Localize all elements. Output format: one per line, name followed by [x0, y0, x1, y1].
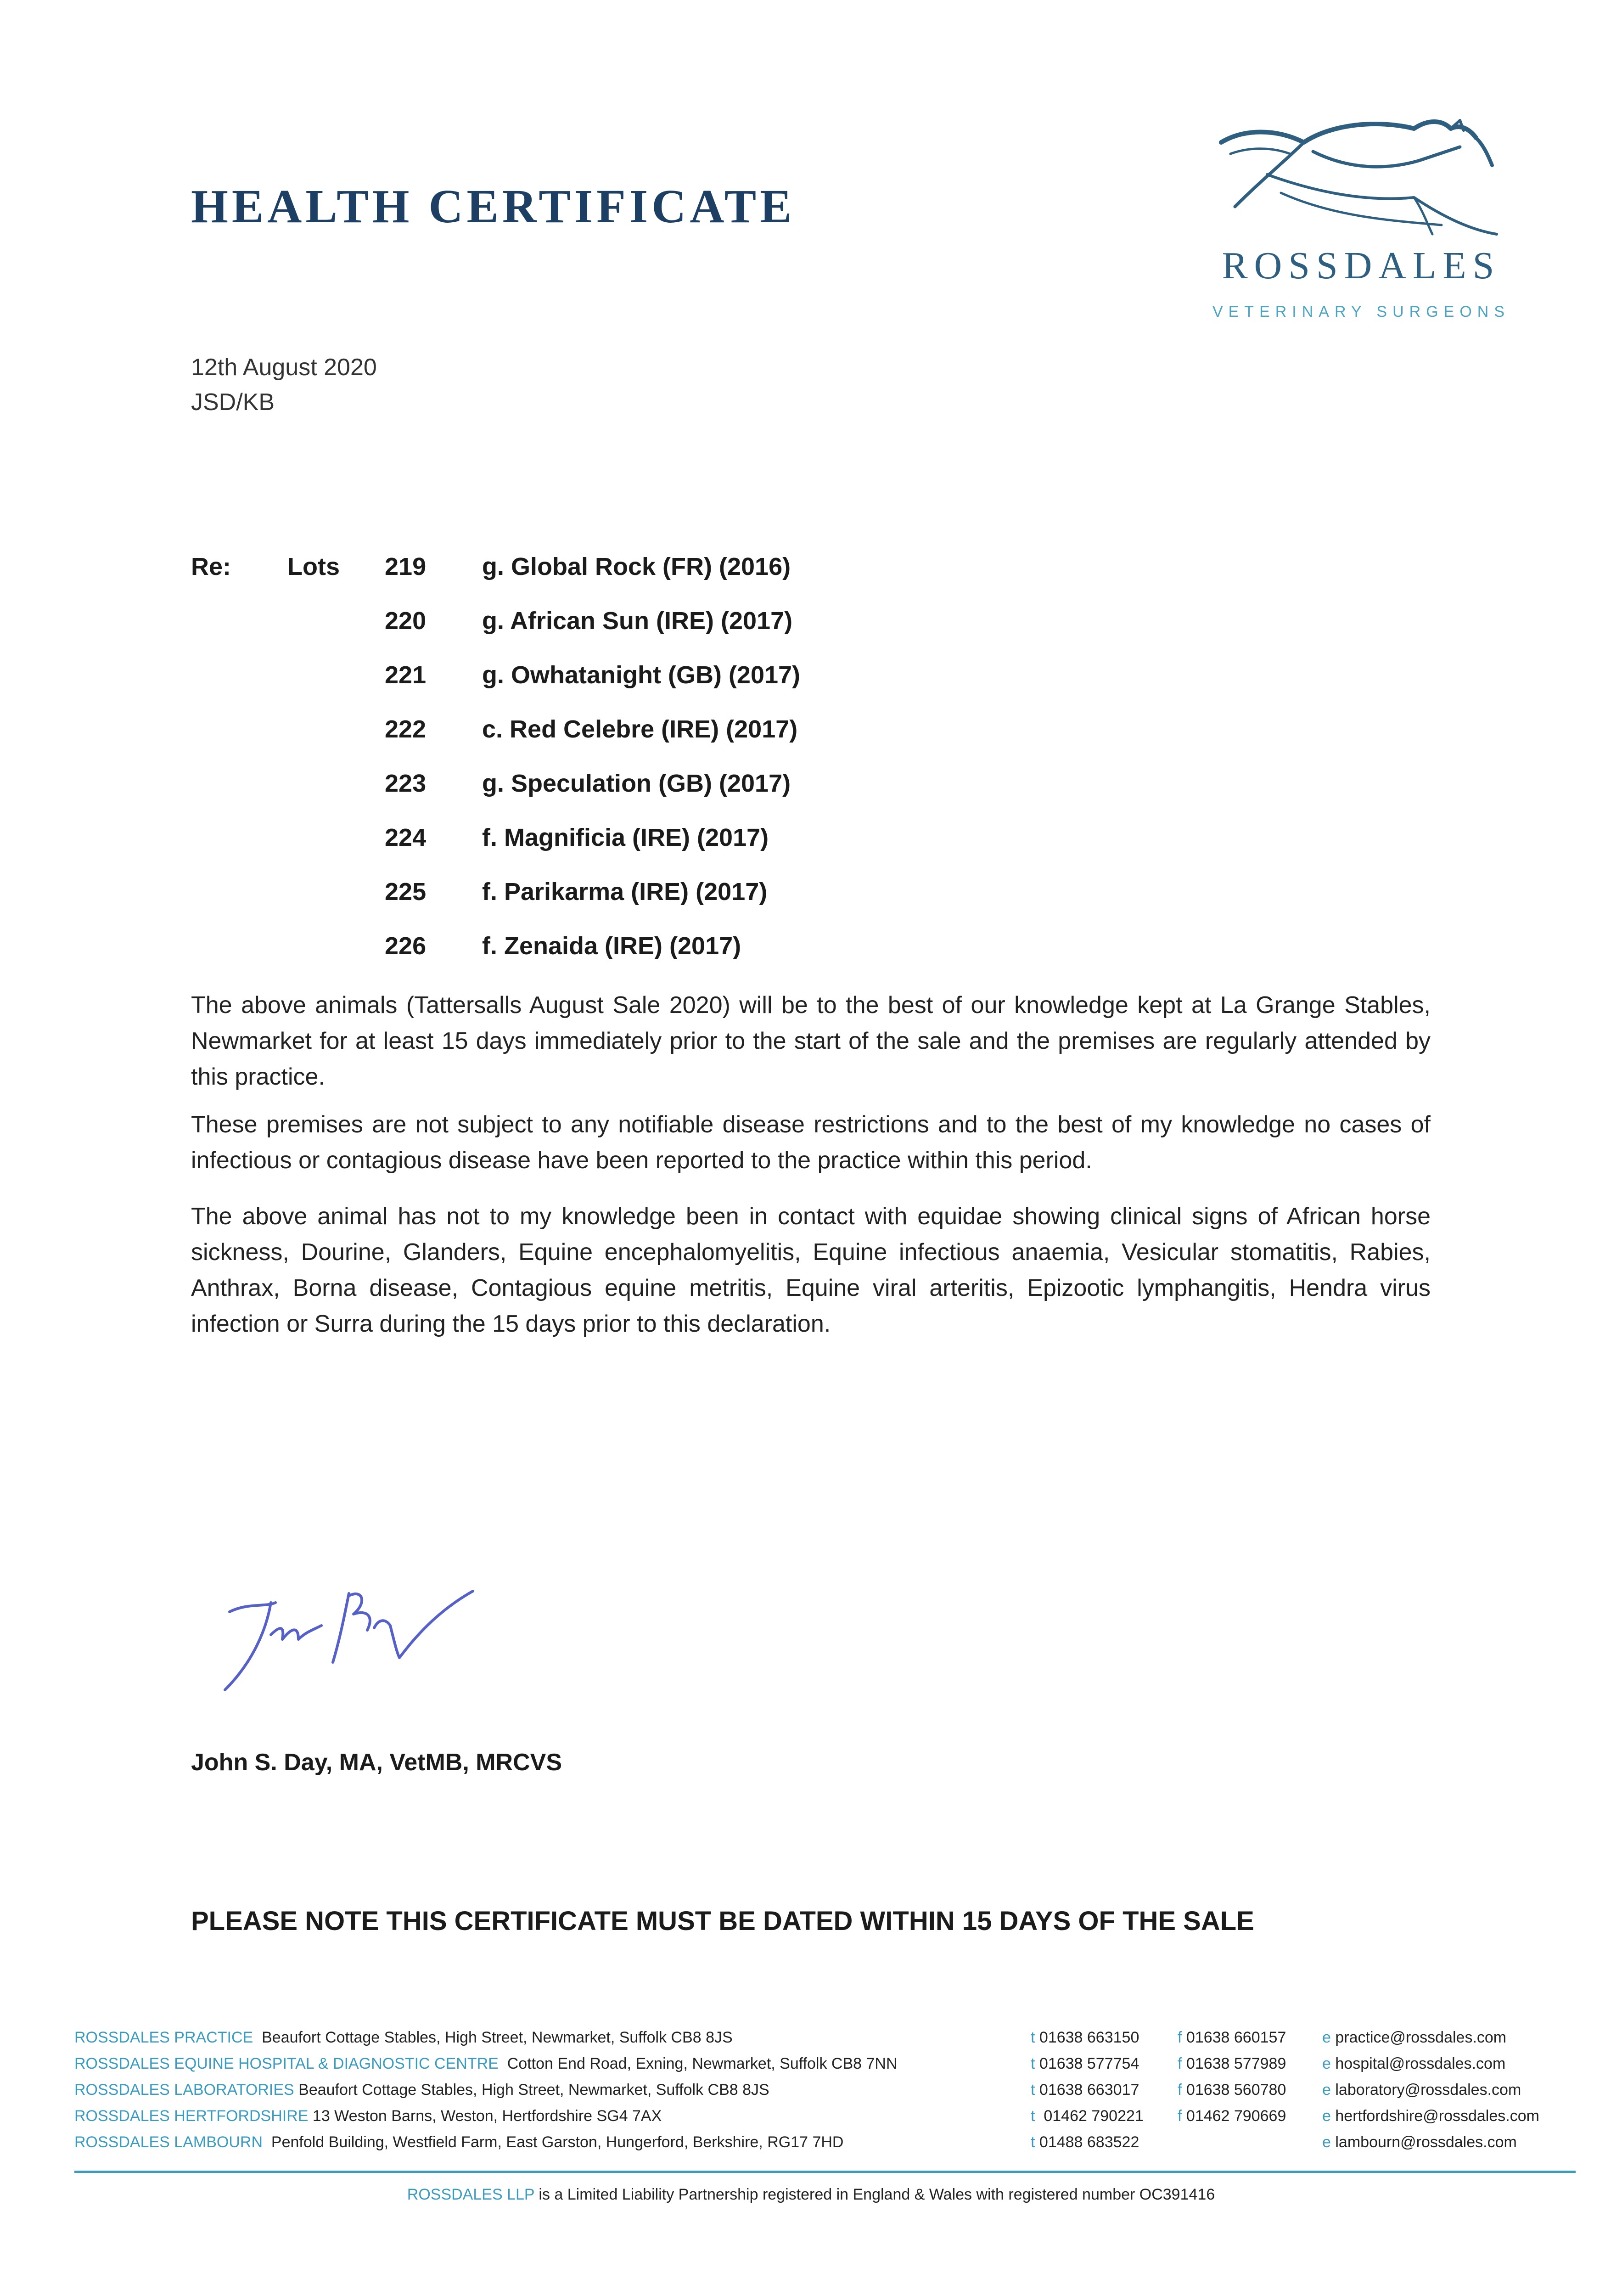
re-label: Re:	[191, 553, 231, 580]
office-address: Beaufort Cottage Stables, High Street, Newmarket, Suffolk CB8 8JS	[298, 2081, 769, 2099]
document-date: 12th August 2020	[191, 354, 377, 381]
office-tel: 01462 790221	[1044, 2107, 1144, 2125]
lot-number: 223	[385, 770, 427, 797]
office-email-link[interactable]: lambourn@rossdales.com	[1335, 2133, 1517, 2151]
lot-description: f. Zenaida (IRE) (2017)	[482, 932, 741, 960]
office-fax: 01638 577989	[1186, 2055, 1286, 2072]
body-paragraph: These premises are not subject to any notifiable disease restrictions and to the best of my knowledge no cases of infectious or contagious disease have been reported to the practice within this period.	[191, 1111, 1431, 1174]
lot-description: c. Red Celebre (IRE) (2017)	[482, 715, 798, 743]
office-tel: 01638 663017	[1039, 2081, 1139, 2099]
lots-label: Lots	[287, 553, 340, 580]
office-tel: 01488 683522	[1039, 2133, 1139, 2151]
office-fax: 01638 560780	[1186, 2081, 1286, 2099]
footer-divider	[74, 2171, 1576, 2173]
tel-label: t	[1031, 2029, 1035, 2046]
lot-description: g. African Sun (IRE) (2017)	[482, 607, 793, 635]
fax-label: f	[1178, 2029, 1182, 2046]
lot-description: g. Global Rock (FR) (2016)	[482, 553, 791, 580]
footer-office-row	[0, 2055, 1622, 2082]
office-address: Cotton End Road, Exning, Newmarket, Suffolk CB8 7NN	[507, 2055, 898, 2072]
legal-text: is a Limited Liability Partnership registered in England & Wales with registered number OC391416	[539, 2186, 1215, 2203]
email-label: e	[1322, 2133, 1331, 2151]
handwritten-signature	[216, 1575, 510, 1713]
footer-office-row	[0, 2133, 1622, 2160]
tel-label: t	[1031, 2081, 1035, 2099]
office-email-link[interactable]: laboratory@rossdales.com	[1335, 2081, 1521, 2099]
tel-label: t	[1031, 2055, 1035, 2072]
fax-label: f	[1178, 2081, 1182, 2099]
office-name: ROSSDALES LABORATORIES	[74, 2081, 294, 2099]
email-label: e	[1322, 2107, 1331, 2125]
rossdales-logo	[1212, 110, 1510, 331]
office-tel: 01638 663150	[1039, 2029, 1139, 2046]
office-email-link[interactable]: hertfordshire@rossdales.com	[1335, 2107, 1539, 2125]
body-paragraph: The above animal has not to my knowledge been in contact with equidae showing clinical signs of African horse sickness, Dourine, Glanders, Equine encephalomyelitis, Equine infectious anaemia, Vesicular stomatitis, Rabies, Anthrax, Borna disease, Contagious equine metritis, Equine viral arteritis, Epizootic lymphangitis, Hendra virus infection or Surra during the 15 days prior to this declaration.	[191, 1203, 1431, 1337]
office-address: Penfold Building, Westfield Farm, East Garston, Hungerford, Berkshire, RG17 7HD	[271, 2133, 844, 2151]
fax-label: f	[1178, 2055, 1182, 2072]
office-address: Beaufort Cottage Stables, High Street, Newmarket, Suffolk CB8 8JS	[262, 2029, 733, 2046]
office-name: ROSSDALES LAMBOURN	[74, 2133, 263, 2151]
document-reference: JSD/KB	[191, 389, 275, 416]
office-name: ROSSDALES EQUINE HOSPITAL & DIAGNOSTIC CENTRE	[74, 2055, 499, 2072]
lot-description: f. Magnificia (IRE) (2017)	[482, 824, 769, 851]
logo-subtitle: VETERINARY SURGEONS	[1212, 303, 1510, 321]
document-title: HEALTH CERTIFICATE	[191, 180, 796, 233]
lot-number: 219	[385, 553, 427, 580]
tel-label: t	[1031, 2133, 1035, 2151]
logo-wordmark: ROSSDALES	[1222, 244, 1501, 287]
fax-label: f	[1178, 2107, 1182, 2125]
lot-description: f. Parikarma (IRE) (2017)	[482, 878, 768, 906]
lot-number: 224	[385, 824, 427, 851]
footer-legal-notice	[0, 2186, 1622, 2204]
office-name: ROSSDALES PRACTICE	[74, 2029, 253, 2046]
office-name: ROSSDALES HERTFORDSHIRE	[74, 2107, 309, 2125]
tel-label: t	[1031, 2107, 1035, 2125]
body-paragraph: The above animals (Tattersalls August Sale 2020) will be to the best of our knowledge kept at La Grange Stables, Newmarket for at least 15 days immediately prior to the start of the sale and the premises are regularly attended by this practice.	[191, 992, 1431, 1090]
email-label: e	[1322, 2055, 1331, 2072]
legal-entity-name: ROSSDALES LLP	[407, 2186, 534, 2203]
lot-number: 221	[385, 661, 427, 689]
office-email-link[interactable]: practice@rossdales.com	[1335, 2029, 1507, 2046]
lot-description: g. Speculation (GB) (2017)	[482, 770, 791, 797]
office-email-link[interactable]: hospital@rossdales.com	[1335, 2055, 1506, 2072]
footer-office-row	[0, 2081, 1622, 2108]
lot-description: g. Owhatanight (GB) (2017)	[482, 661, 801, 689]
dating-notice: PLEASE NOTE THIS CERTIFICATE MUST BE DATED WITHIN 15 DAYS OF THE SALE	[191, 1906, 1254, 1936]
footer-office-row	[0, 2029, 1622, 2055]
office-fax: 01462 790669	[1186, 2107, 1286, 2125]
email-label: e	[1322, 2029, 1331, 2046]
lot-number: 226	[385, 932, 427, 960]
horse-logo-icon	[1212, 110, 1510, 243]
office-fax: 01638 660157	[1186, 2029, 1286, 2046]
lot-number: 220	[385, 607, 427, 635]
office-tel: 01638 577754	[1039, 2055, 1139, 2072]
office-address: 13 Weston Barns, Weston, Hertfordshire SG4 7AX	[312, 2107, 662, 2125]
email-label: e	[1322, 2081, 1331, 2099]
lot-number: 225	[385, 878, 427, 906]
footer-office-row	[0, 2107, 1622, 2134]
signatory-name: John S. Day, MA, VetMB, MRCVS	[191, 1749, 562, 1776]
lot-number: 222	[385, 715, 427, 743]
